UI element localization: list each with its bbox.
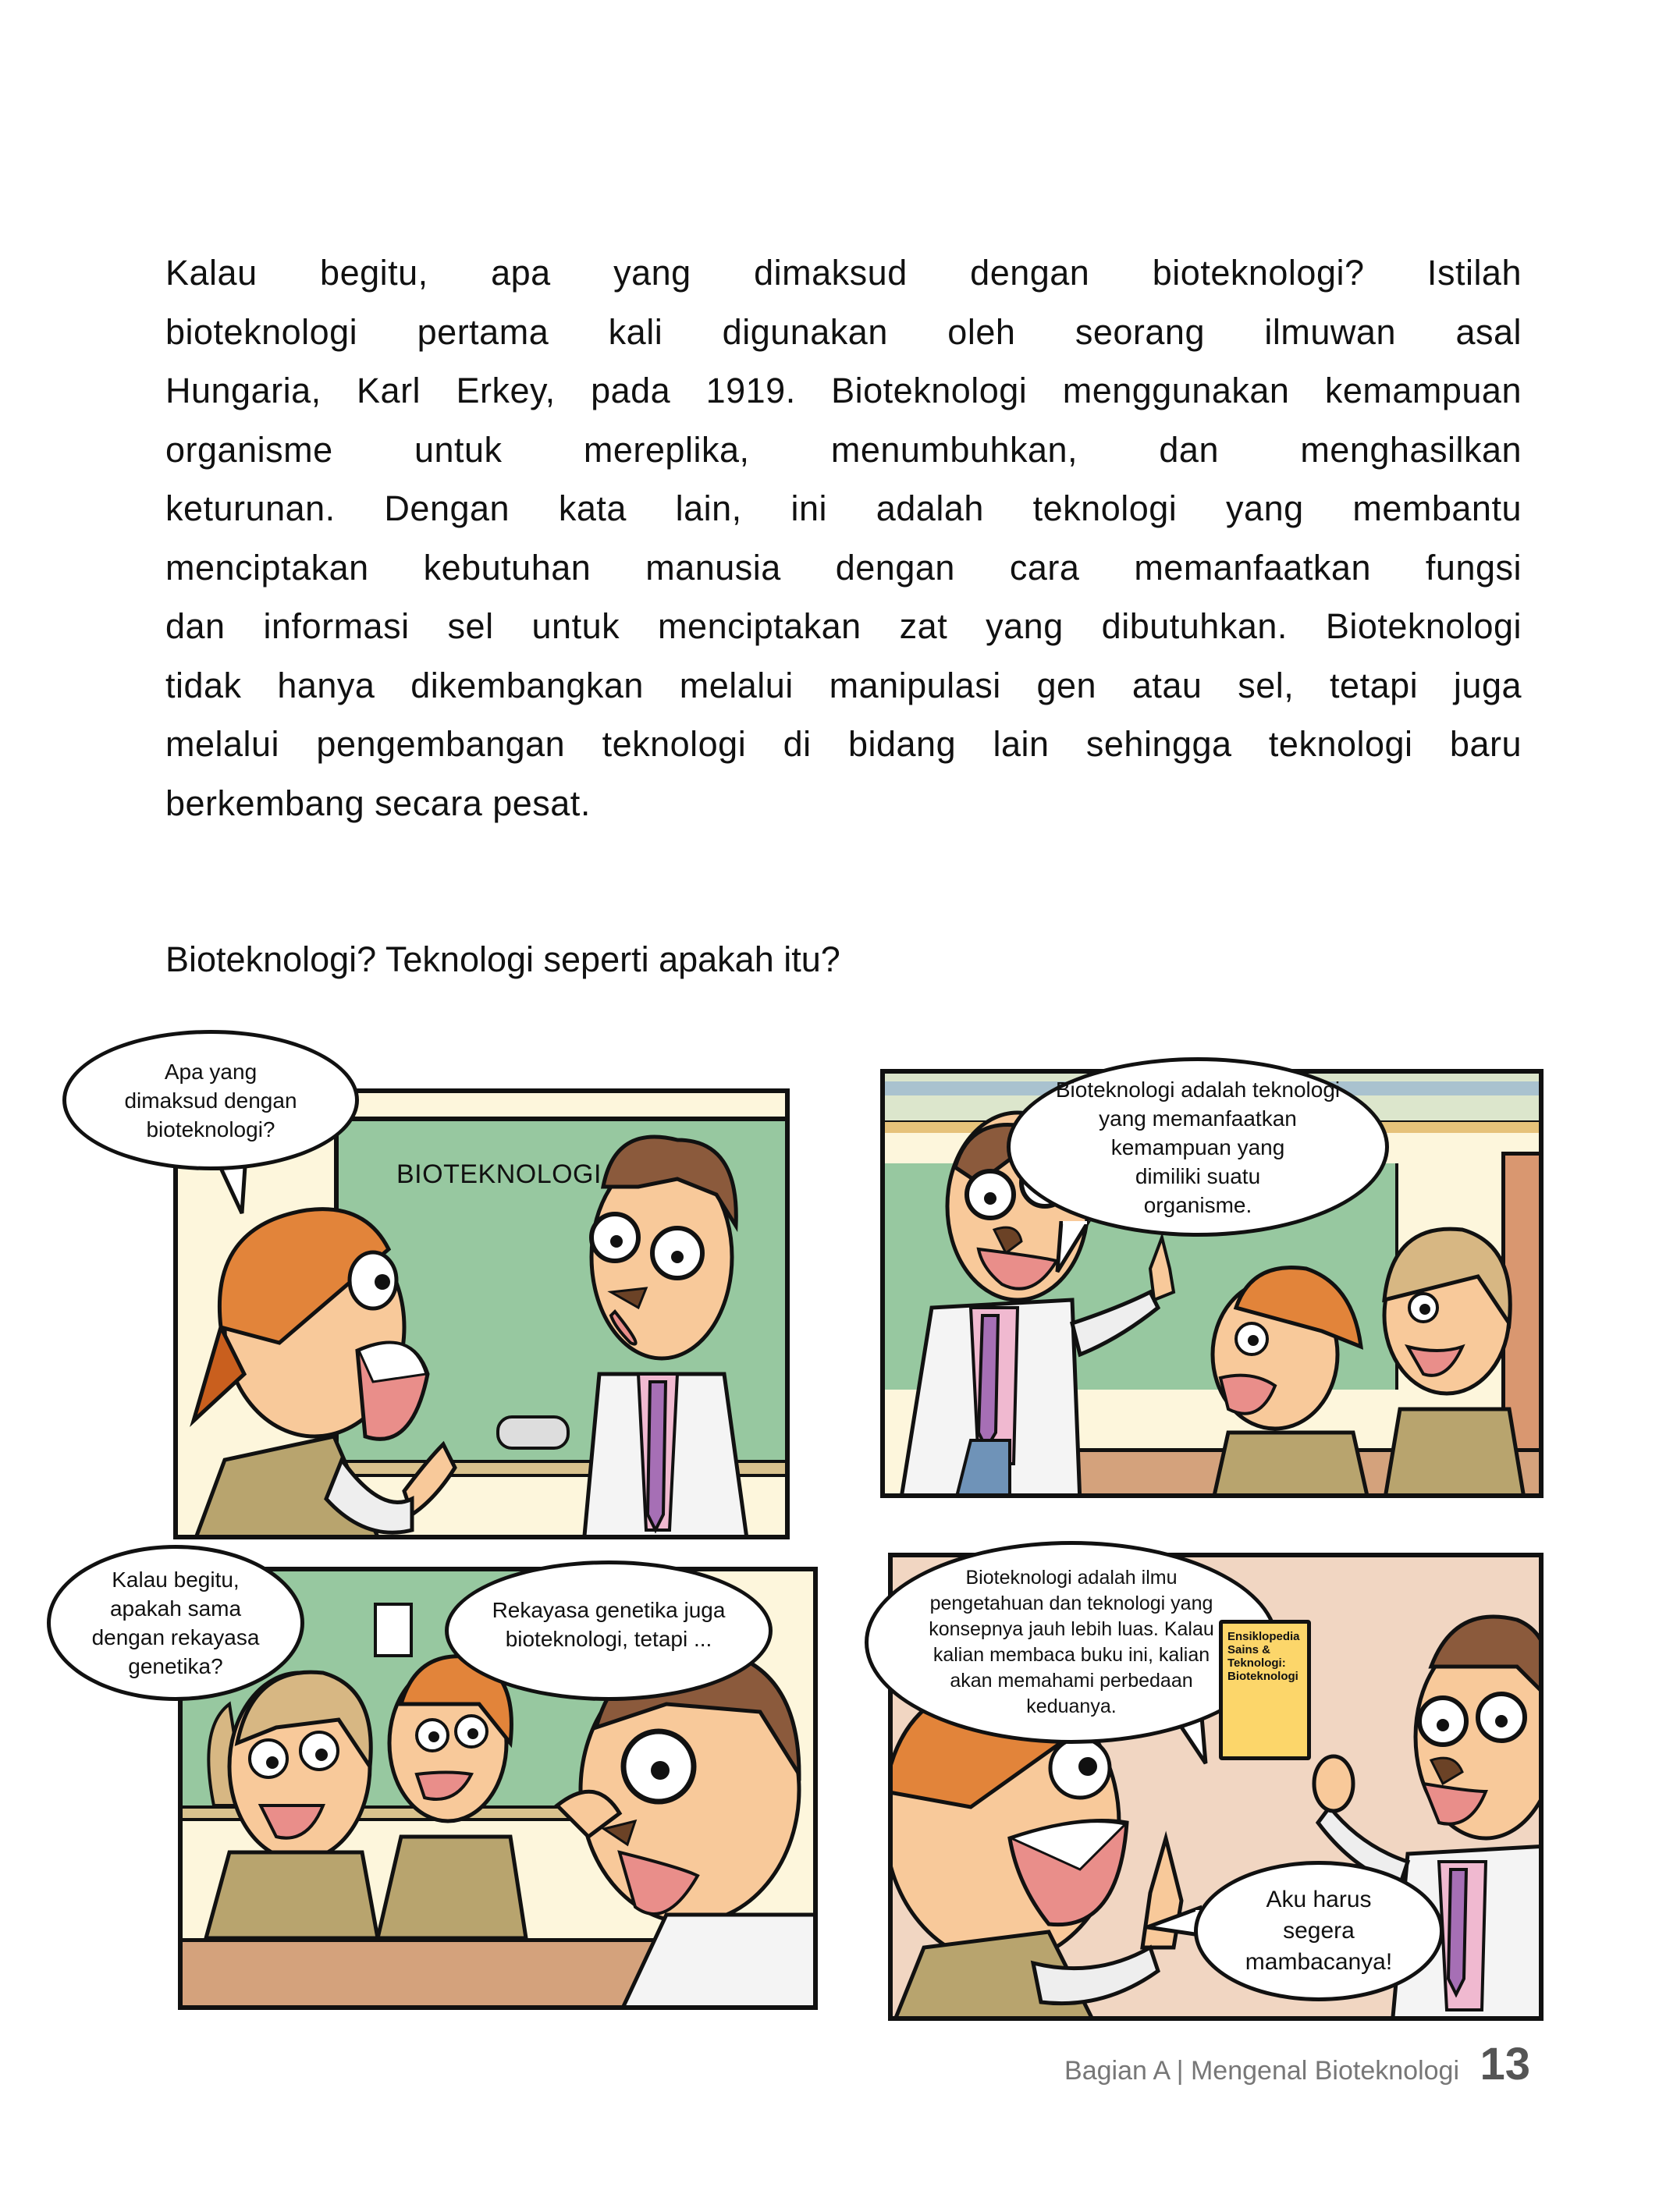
page-number: 13 (1480, 2039, 1530, 2090)
bubble-text: Aku harus segera mambacanya! (1245, 1887, 1393, 1975)
paragraph-line: tidak hanya dikembangkan melalui manipulasi gen atau sel, tetapi juga (165, 665, 1522, 705)
girl-character (1384, 1229, 1525, 1498)
speech-bubble (865, 1541, 1278, 1744)
teacher-character (584, 1137, 748, 1539)
bubble-tail (1147, 1904, 1202, 1943)
encyclopedia-book (1219, 1620, 1311, 1760)
teacher-character (557, 1649, 818, 2010)
bubble-text: Bioteknologi adalah teknologi yang memanfaatkan kemampuan yang dimiliki suatu organisme. (1055, 1077, 1341, 1217)
paragraph-line: Kalau begitu, apa yang dimaksud dengan bioteknologi? Istilah (165, 253, 1522, 293)
speech-bubble (1007, 1057, 1389, 1237)
bubble-tail (1053, 1221, 1100, 1276)
bubble-text: Kalau begitu, apakah sama dengan rekayasa genetika? (91, 1568, 260, 1678)
speech-bubble (47, 1545, 304, 1701)
girl-character (206, 1672, 378, 1938)
blackboard-text: BIOTEKNOLOGI (396, 1159, 602, 1189)
speech-bubble (445, 1560, 773, 1701)
paragraph-line: organisme untuk mereplika, menumbuhkan, dan menghasilkan (165, 429, 1522, 470)
speech-bubble (1194, 1861, 1444, 2001)
speech-bubble (62, 1030, 359, 1170)
paragraph-line: Hungaria, Karl Erkey, pada 1919. Bioteknologi menggunakan kemampuan (165, 371, 1522, 410)
bubble-text: Bioteknologi adalah ilmu pengetahuan dan teknologi yang konsepnya jauh lebih luas. Kalau kalian membaca buku ini, kalian akan memahami perbedaan keduanya. (929, 1567, 1214, 1717)
comic-title: Bioteknologi? Teknologi seperti apakah itu? (165, 939, 840, 979)
paragraph-line: menciptakan kebutuhan manusia dengan cara memanfaatkan fungsi (165, 547, 1522, 588)
paragraph-line: berkembang secara pesat. (165, 783, 591, 823)
footer-section-label: Bagian A | Mengenal Bioteknologi (1064, 2056, 1459, 2086)
bubble-text: Rekayasa genetika juga bioteknologi, tetapi ... (492, 1598, 726, 1651)
paragraph-line: keturunan. Dengan kata lain, ini adalah teknologi yang membantu (165, 488, 1522, 528)
boy-character (194, 1209, 455, 1539)
boy-character (378, 1656, 526, 1938)
paragraph-line: bioteknologi pertama kali digunakan oleh seorang ilmuwan asal (165, 311, 1522, 352)
body-paragraph (165, 243, 1522, 833)
paragraph-line: dan informasi sel untuk menciptakan zat yang dibutuhkan. Bioteknologi (165, 606, 1522, 646)
book-title: Ensiklopedia Sains & Teknologi: Bioteknologi (1227, 1630, 1300, 1683)
boy-character (1213, 1268, 1369, 1498)
paragraph-line: melalui pengembangan teknologi di bidang lain sehingga teknologi baru (165, 724, 1522, 764)
bubble-text: Apa yang dimaksud dengan bioteknologi? (124, 1059, 297, 1142)
eraser-icon (498, 1417, 568, 1448)
